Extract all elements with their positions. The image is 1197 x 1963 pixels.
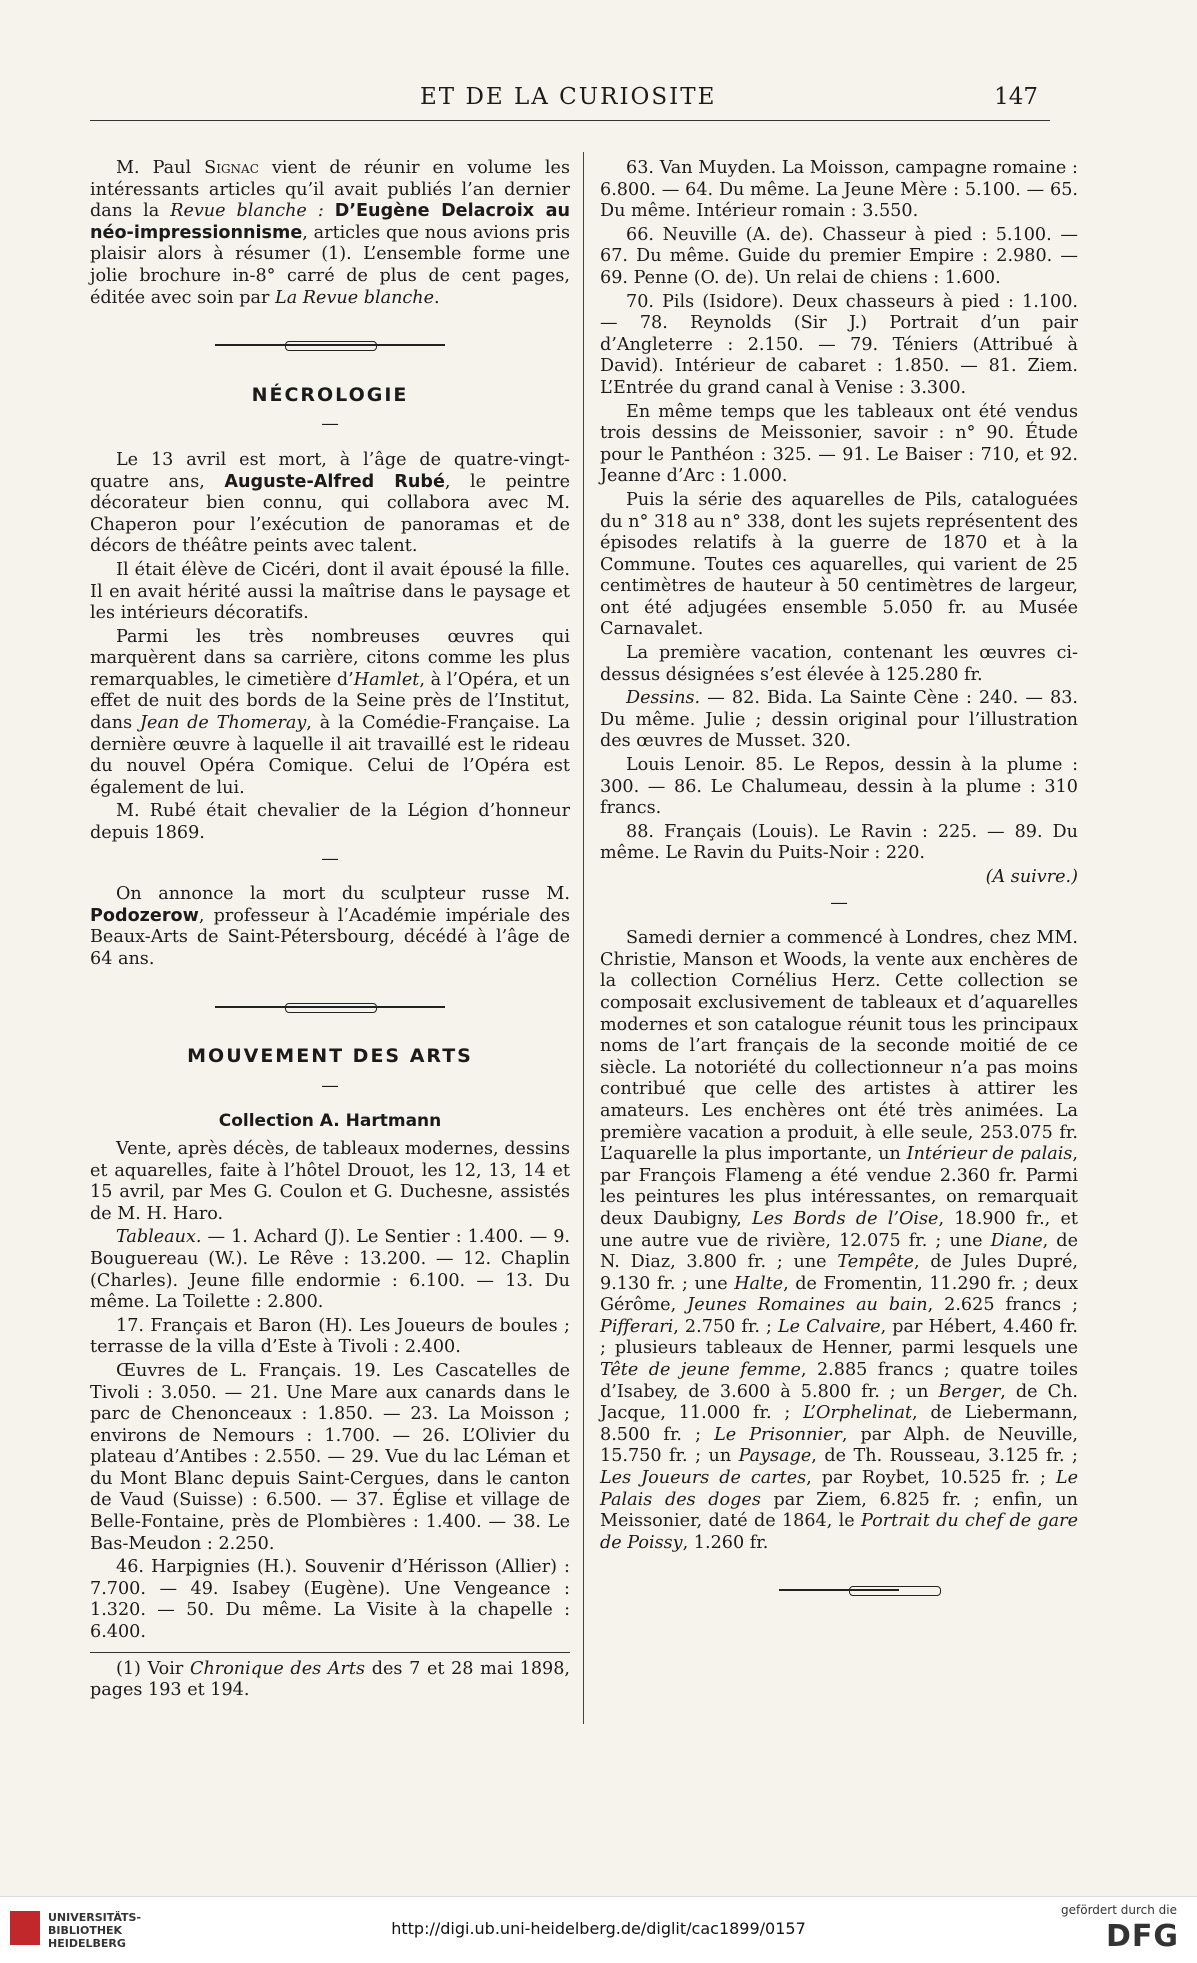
necrologie-heading: NÉCROLOGIE [251, 383, 409, 406]
section-dash: — [321, 848, 339, 869]
oeuvres-paragraph: Parmi les très nombreuses œuvres qui marquèrent dans sa carrière, citons comme les plus remarquables, le cimetière d’Hamlet, à l’Opéra, et un effet de nuit des bords de la Seine près de l’Institut, dans Jean de Thomeray, à la Comédie-Française. La dernière œuvre à laquelle il ait travaillé est le rideau du nouvel Opéra Comique. Celui de l’Opéra est également de lui. [90, 626, 570, 798]
footnote: (1) Voir Chronique des Arts des 7 et 28 mai 1898, pages 193 et 194. [90, 1658, 570, 1701]
a-suivre: (A suivre.) [985, 867, 1078, 887]
section-dash: — [321, 414, 339, 435]
ornament-divider [90, 331, 570, 353]
section-dash: — [830, 892, 848, 913]
chevalier-paragraph: M. Rubé était chevalier de la Légion d’honneur depuis 1869. [90, 801, 570, 844]
lenoir-paragraph: Louis Lenoir. 85. Le Repos, dessin à la plume : 300. — 86. Le Chalumeau, dessin à la plume : 310 francs. [600, 755, 1078, 819]
university-name: UNIVERSITÄTS- BIBLIOTHEK HEIDELBERG [48, 1911, 142, 1950]
footnote-rule [90, 1652, 570, 1653]
running-header [90, 84, 1050, 120]
header-rule [90, 120, 1050, 121]
francais-paragraph: 88. Français (Louis). Le Ravin : 225. — 89. Du même. Le Ravin du Puits-Noir : 220. [600, 821, 1078, 864]
vente-paragraph: Vente, après décès, de tableaux modernes, dessins et aquarelles, faite à l’hôtel Drouot, les 12, 13, 14 et 15 avril, par Mes G. Coulon et G. Duchesne, assistés de M. H. Haro. [90, 1138, 570, 1224]
francais-oeuvres-paragraph: Œuvres de L. Français. 19. Les Cascatelles de Tivoli : 3.050. — 21. Une Mare aux canards dans le parc de Chenonceaux : 1.850. — 23. La Moisson ; environs de Nemours : 1.700. — 26. L’Olivier du plateau d’Antibes : 2.550. — 29. Vue du lac Léman et du Mont Blanc depuis Saint-Cergues, dans le canton de Vaud (Suisse) : 6.500. — 37. Église et village de Belle-Fontaine, près de Plombières : 1.400. — 38. Le Bas-Meudon : 2.250. [90, 1360, 570, 1554]
permalink[interactable]: http://digi.ub.uni-heidelberg.de/diglit/cac1899/0157 [391, 1919, 806, 1938]
collection-heading: Collection A. Hartmann [218, 1111, 442, 1132]
ciceri-paragraph: Il était élève de Cicéri, dont il avait épousé la fille. Il en avait hérité aussi la maîtrise dans le paysage et les intérieurs décoratifs. [90, 559, 570, 624]
tableaux-paragraph: Tableaux. — 1. Achard (J). Le Sentier : 1.400. — 9. Bouguereau (W.). Le Rêve : 13.200. — 12. Chaplin (Charles). Jeune fille endormie : 6.100. — 13. Du même. La Toilette : 2.800. [90, 1227, 570, 1313]
rube-paragraph: Le 13 avril est mort, à l’âge de quatre-vingt-quatre ans, Auguste-Alfred Rubé, le peintre décorateur bien connu, qui collabora avec M. Chaperon pour l’exécution de panoramas et de décors de théâtre peints avec talent. [90, 449, 571, 557]
mouvement-heading: MOUVEMENT DES ARTS [187, 1045, 473, 1068]
ornament-divider [90, 993, 570, 1015]
herz-paragraph: Samedi dernier a commencé à Londres, chez MM. Christie, Manson et Woods, la vente aux enchères de la collection Cornélius Herz. Cette collection se composait exclusivement de tableaux et d’aquarelles modernes et son catalogue réunit tous les principaux noms de l’art français de la seconde moitié de ce siècle. La notoriété du collectionneur n’a pas moins contribué que celle des artistes à attirer les amateurs. Les enchères ont été très animées. La première vacation a produit, à elle seule, 253.075 fr. L’aquarelle la plus importante, un Intérieur de palais, par François Flameng a été vendue 2.360 fr. Parmi les peintures les plus intéressantes, on remarquait deux Daubigny, Les Bords de l’Oise, 18.900 fr., et une autre vue de rivière, 12.075 fr. ; une Diane, de N. Diaz, 3.800 fr. ; une Tempête, de Jules Dupré, 9.130 fr. ; une Halte, de Fromentin, 11.290 fr. ; deux Gérôme, Jeunes Romaines au bain, 2.625 francs ; Pifferari, 2.750 fr. ; Le Calvaire, par Hébert, 4.460 fr. ; plusieurs tableaux de Henner, parmi lesquels une Tête de jeune femme, 2.885 francs ; quatre toiles d’Isabey, de 3.600 à 5.800 fr. ; un Berger, de Ch. Jacque, 11.000 fr. ; L’Orphelinat, de Liebermann, 8.500 fr. ; Le Prisonnier, par Alph. de Neuville, 15.750 fr. ; un Paysage, de Th. Rousseau, 3.125 fr. ; Les Joueurs de cartes, par Roybet, 10.525 fr. ; Le Palais des doges par Ziem, 6.825 fr. ; enfin, un Meissonier, daté de 1864, le Portrait du chef de gare de Poissy, 1.260 fr. [600, 928, 1079, 1553]
section-dash: — [321, 1075, 339, 1096]
lot-66-paragraph: 66. Neuville (A. de). Chasseur à pied : 5.100. — 67. Du même. Guide du premier Empire : 2.980. — 69. Penne (O. de). Un relai de chiens : 1.600. [600, 224, 1078, 288]
dessins-paragraph: Dessins. — 82. Bida. La Sainte Cène : 240. — 83. Du même. Julie ; dessin original pour l’illustration des œuvres de Musset. 320. [600, 688, 1078, 752]
meissonier-paragraph: En même temps que les tableaux ont été vendus trois dessins de Meissonier, savoir : n° 90. Étude pour le Panthéon : 325. — 91. Le Baiser : 710, et 92. Jeanne d’Arc : 1.000. [600, 401, 1078, 487]
header-title: ET DE LA CURIOSITE [420, 84, 717, 110]
dfg-logo: DFG [1105, 1919, 1179, 1954]
page-number: 147 [994, 84, 1038, 110]
right-column [600, 158, 1078, 1624]
ornament-divider [600, 1576, 1078, 1598]
lot-63-paragraph: 63. Van Muyden. La Moisson, campagne romaine : 6.800. — 64. Du même. La Jeune Mère : 5.100. — 65. Du même. Intérieur romain : 3.550. [600, 158, 1078, 222]
lot-46-paragraph: 46. Harpignies (H.). Souvenir d’Hérisson (Allier) : 7.700. — 49. Isabey (Eugène). Une Vengeance : 1.320. — 50. Du même. La Visite à la chapelle : 6.400. [90, 1557, 570, 1643]
lot-17-paragraph: 17. Français et Baron (H). Les Joueurs de boules ; terrasse de la villa d’Este à Tivoli : 2.400. [90, 1315, 570, 1358]
lot-70-paragraph: 70. Pils (Isidore). Deux chasseurs à pied : 1.100. — 78. Reynolds (Sir J.) Portrait d’un pair d’Angleterre : 2.150. — 79. Téniers (Attribué à David). Intérieur de cabaret : 1.850. — 81. Ziem. L’Entrée du grand canal à Venise : 3.300. [600, 291, 1078, 398]
funding-note: gefördert durch die [1061, 1903, 1177, 1917]
podozerow-paragraph: On annonce la mort du sculpteur russe M. Podozerow, professeur à l’Académie impériale des Beaux-Arts de Saint-Pétersbourg, décédé à l’âge de 64 ans. [90, 884, 570, 969]
signac-paragraph: M. Paul Signac vient de réunir en volume les intéressants articles qu’il avait publiés l’an dernier dans la Revue blanche : D’Eugène Delacroix au néo-impressionnisme, articles que nous avions pris plaisir alors à résumer (1). L’ensemble forme une jolie brochure in-8° carré de plus de cent pages, éditée avec soin par La Revue blanche. [90, 158, 570, 308]
vacation-paragraph: La première vacation, contenant les œuvres ci-dessus désignées s’est élevée à 125.280 fr. [600, 643, 1078, 685]
pils-paragraph: Puis la série des aquarelles de Pils, cataloguées du n° 318 au n° 338, dont les sujets représentent des épisodes relatifs à la guerre de 1870 et à la Commune. Toutes ces aquarelles, qui varient de 25 centimètres de hauteur à 50 centimètres de largeur, ont été adjugées ensemble 5.050 fr. au Musée Carnavalet. [600, 489, 1078, 640]
footer-bar [0, 1896, 1197, 1963]
column-divider [583, 152, 584, 1724]
left-column [90, 158, 570, 1704]
